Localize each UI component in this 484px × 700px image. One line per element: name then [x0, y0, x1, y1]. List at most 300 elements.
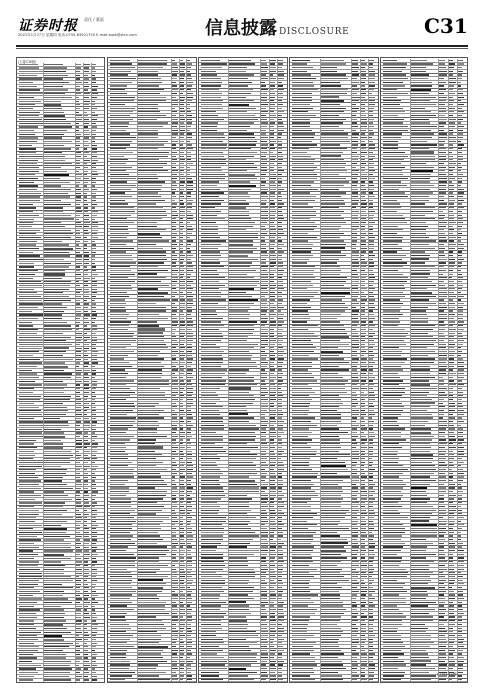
table-cell: [44, 661, 71, 662]
table-cell: [110, 473, 134, 474]
table-cell: [352, 60, 358, 61]
table-cell: [369, 428, 372, 429]
table-cell: [187, 321, 193, 322]
table-cell: [19, 266, 34, 267]
table-cell: [229, 237, 258, 238]
table-cell: [270, 74, 273, 75]
table-cell: [292, 325, 318, 326]
table-cell: [76, 104, 80, 105]
table-cell: [172, 130, 178, 131]
table-cell: [369, 119, 374, 120]
table-cell: [261, 535, 268, 536]
table-cell: [92, 643, 97, 644]
table-cell: [352, 288, 358, 289]
table-cell: [352, 185, 356, 186]
table-cell: [270, 473, 275, 474]
table-cell: [172, 288, 176, 289]
table-cell: [278, 74, 284, 75]
table-cell: [270, 513, 276, 514]
table-cell: [229, 240, 253, 241]
table-cell: [261, 285, 268, 286]
table-cell: [19, 137, 39, 138]
table-cell: [84, 628, 87, 629]
table-cell: [187, 196, 191, 197]
table-cell: [229, 156, 254, 157]
table-cell: [110, 469, 135, 470]
table-cell: [172, 639, 177, 640]
table-cell: [201, 82, 222, 83]
table-cell: [369, 141, 373, 142]
table-cell: [84, 148, 87, 149]
table-cell: [76, 679, 79, 680]
table-cell: [361, 439, 367, 440]
table-cell: [278, 421, 284, 422]
table-cell: [19, 263, 34, 264]
table-cell: [76, 325, 79, 326]
table-cell: [229, 303, 254, 304]
table-cell: [261, 428, 266, 429]
table-cell: [187, 546, 192, 547]
table-cell: [187, 185, 193, 186]
table-cell: [229, 148, 251, 149]
table-cell: [201, 192, 224, 193]
table-cell: [278, 639, 283, 640]
table-cell: [352, 159, 357, 160]
table-cell: [278, 71, 284, 72]
table-cell: [138, 583, 166, 584]
table-cell: [110, 248, 134, 249]
table-cell: [292, 137, 314, 138]
table-cell: [44, 525, 61, 526]
table-cell: [270, 222, 274, 223]
table-cell: [369, 74, 375, 75]
table-cell: [201, 307, 226, 308]
table-cell: [229, 307, 251, 308]
table-cell: [138, 550, 170, 551]
table-cell: [110, 428, 128, 429]
table-cell: [180, 454, 184, 455]
table-cell: [180, 340, 185, 341]
table-cell: [76, 167, 80, 168]
table-cell: [76, 462, 80, 463]
table-cell: [187, 491, 192, 492]
table-cell: [292, 63, 307, 64]
table-cell: [44, 606, 61, 607]
table-cell: [76, 388, 80, 389]
table-cell: [361, 159, 365, 160]
table-cell: [270, 454, 275, 455]
table-cell: [270, 137, 274, 138]
table-cell: [321, 321, 340, 322]
table-cell: [92, 237, 98, 238]
table-cell: [172, 543, 178, 544]
table-cell: [76, 248, 81, 249]
table-cell: [44, 318, 62, 319]
table-cell: [201, 259, 219, 260]
table-cell: [172, 156, 175, 157]
table-cell: [180, 152, 184, 153]
table-cell: [261, 653, 268, 654]
table-cell: [278, 576, 282, 577]
table-cell: [84, 366, 88, 367]
table-cell: [92, 226, 98, 227]
table-cell: [76, 373, 81, 374]
table-cell: [278, 369, 281, 370]
table-cell: [138, 163, 167, 164]
table-cell: [138, 251, 166, 252]
table-cell: [172, 333, 175, 334]
table-cell: [278, 628, 284, 629]
table-cell: [201, 495, 225, 496]
table-cell: [138, 487, 156, 488]
table-cell: [180, 528, 184, 529]
table-cell: [321, 476, 350, 477]
table-cell: [172, 351, 178, 352]
table-cell: [19, 366, 38, 367]
table-cell: [261, 546, 268, 547]
table-cell: [187, 451, 192, 452]
table-cell: [369, 546, 374, 547]
table-cell: [292, 495, 318, 496]
table-cell: [187, 189, 192, 190]
table-cell: [19, 322, 32, 323]
table-cell: [229, 255, 248, 257]
table-cell: [110, 156, 125, 157]
table-cell: [261, 554, 266, 555]
table-cell: [19, 635, 37, 636]
table-cell: [321, 104, 340, 105]
table-cell: [180, 425, 183, 426]
table-cell: [321, 170, 347, 171]
table-cell: [321, 247, 346, 249]
table-cell: [110, 67, 135, 68]
table-cell: [76, 484, 82, 485]
table-cell: [278, 366, 282, 367]
table-cell: [44, 303, 62, 304]
table-cell: [180, 679, 183, 680]
table-cell: [44, 595, 63, 596]
table-cell: [352, 502, 359, 503]
table-cell: [138, 351, 160, 352]
table-cell: [138, 137, 158, 138]
table-cell: [229, 480, 255, 482]
table-cell: [110, 664, 130, 665]
table-cell: [138, 296, 164, 297]
table-cell: [361, 218, 366, 219]
table-cell: [19, 67, 40, 68]
table-cell: [138, 661, 167, 662]
table-cell: [92, 536, 97, 537]
table-cell: [92, 473, 95, 474]
table-cell: [19, 207, 37, 208]
table-cell: [321, 270, 341, 271]
table-cell: [180, 244, 183, 245]
table-cell: [44, 665, 70, 666]
table-cell: [270, 347, 273, 348]
table-cell: [229, 366, 257, 367]
table-cell: [270, 321, 276, 322]
table-cell: [187, 550, 191, 551]
table-cell: [201, 97, 221, 98]
table-rows: [108, 59, 196, 682]
table-cell: [270, 104, 274, 105]
table-cell: [270, 255, 276, 256]
table-cell: [270, 67, 276, 68]
table-cell: [352, 115, 356, 116]
table-cell: [138, 561, 159, 562]
table-cell: [292, 126, 311, 127]
table-cell: [201, 380, 227, 381]
table-cell: [84, 432, 88, 433]
table-cell: [84, 381, 89, 382]
table-cell: [292, 535, 314, 536]
table-cell: [261, 122, 267, 123]
table-cell: [92, 207, 95, 208]
table-cell: [201, 355, 222, 356]
table-cell: [361, 266, 366, 267]
table-cell: [201, 344, 217, 345]
table-cell: [321, 189, 339, 190]
table-cell: [361, 550, 366, 551]
table-cell: [187, 668, 191, 669]
table-cell: [172, 561, 177, 562]
table-cell: [270, 395, 275, 396]
table-cell: [270, 436, 276, 437]
table-cell: [138, 495, 166, 496]
table-row: [199, 682, 287, 683]
table-cell: [361, 144, 366, 145]
table-cell: [172, 347, 175, 348]
table-cell: [180, 207, 185, 208]
table-cell: [172, 266, 175, 267]
table-cell: [44, 421, 68, 422]
table-cell: [44, 451, 71, 452]
table-cell: [187, 576, 192, 577]
table-cell: [44, 115, 65, 117]
table-cell: [138, 97, 166, 98]
table-cell: [110, 321, 132, 322]
table-cell: [110, 133, 130, 134]
table-cell: [270, 277, 274, 278]
table-cell: [201, 167, 221, 168]
table-cell: [261, 100, 267, 101]
table-cell: [19, 156, 43, 157]
table-cell: [172, 222, 176, 223]
table-cell: [110, 89, 126, 90]
table-cell: [172, 296, 175, 297]
table-cell: [229, 417, 254, 418]
table-cell: [19, 425, 43, 426]
table-cell: [361, 178, 367, 179]
table-cell: [44, 418, 60, 419]
table-cell: [352, 451, 359, 452]
table-cell: [187, 524, 190, 525]
table-cell: [292, 476, 317, 477]
table-cell: [76, 591, 80, 592]
table-cell: [76, 480, 81, 481]
table-cell: [138, 233, 160, 235]
table-cell: [229, 281, 259, 282]
table-cell: [261, 115, 266, 116]
table-cell: [270, 78, 275, 79]
table-cell: [201, 517, 226, 518]
table-cell: [292, 443, 307, 444]
table-cell: [19, 278, 33, 279]
table-cell: [92, 314, 97, 315]
table-cell: [138, 388, 160, 389]
table-cell: [270, 591, 275, 592]
table-cell: [361, 215, 367, 216]
table-cell: [180, 642, 184, 643]
table-cell: [201, 347, 220, 348]
table-cell: [352, 414, 359, 415]
table-cell: [270, 152, 273, 153]
table-cell: [187, 344, 192, 345]
table-cell: [270, 594, 276, 595]
table-cell: [44, 650, 63, 651]
table-cell: [92, 399, 96, 400]
table-cell: [19, 521, 35, 522]
table-cell: [352, 314, 357, 315]
table-cell: [261, 299, 267, 300]
table-cell: [321, 465, 346, 467]
table-cell: [321, 67, 337, 68]
table-cell: [19, 115, 39, 116]
table-cell: [270, 237, 275, 238]
table-cell: [84, 561, 88, 562]
table-cell: [19, 661, 33, 662]
table-cell: [261, 380, 265, 381]
table-cell: [292, 524, 317, 525]
table-cell: [110, 436, 135, 437]
table-cell: [201, 285, 225, 286]
table-cell: [369, 321, 372, 322]
table-cell: [201, 454, 218, 455]
table-cell: [369, 476, 373, 477]
table-cell: [180, 226, 184, 227]
table-cell: [352, 299, 357, 300]
table-cell: [92, 311, 96, 312]
table-cell: [172, 358, 176, 359]
table-cell: [44, 543, 71, 544]
table-cell: [292, 156, 311, 157]
table-cell: [278, 546, 282, 547]
table-cell: [110, 650, 127, 651]
table-cell: [76, 506, 82, 507]
table-cell: [84, 226, 89, 227]
table-cell: [92, 396, 96, 397]
table-cell: [352, 484, 356, 485]
table-cell: [76, 115, 82, 116]
table-cell: [172, 609, 178, 610]
table-cell: [201, 399, 220, 400]
table-cell: [138, 491, 167, 492]
table-cell: [321, 502, 341, 503]
table-cell: [76, 255, 82, 256]
table-cell: [19, 587, 35, 588]
table-cell: [270, 653, 275, 654]
table-cell: [292, 181, 315, 182]
table-cell: [321, 296, 345, 297]
table-cell: [229, 89, 253, 90]
table-cell: [261, 211, 268, 212]
table-cell: [19, 141, 37, 142]
table-cell: [229, 454, 258, 455]
table-cell: [138, 229, 166, 230]
table-cell: [76, 676, 82, 677]
table-cell: [92, 248, 97, 249]
table-cell: [361, 189, 365, 190]
table-cell: [352, 340, 358, 341]
table-cell: [201, 181, 219, 182]
table-cell: [292, 93, 312, 94]
table-cell: [92, 595, 98, 596]
table-cell: [270, 373, 273, 374]
table-cell: [270, 310, 274, 311]
table-cell: [352, 384, 357, 385]
table-row: [17, 683, 104, 684]
table-cell: [352, 469, 356, 470]
table-cell: [201, 277, 225, 278]
table-cell: [92, 373, 96, 374]
table-cell: [92, 639, 96, 640]
table-cell: [138, 465, 156, 466]
table-cell: [292, 414, 308, 415]
table-cell: [369, 60, 373, 61]
table-cell: [352, 480, 359, 481]
table-cell: [110, 410, 133, 411]
table-cell: [138, 579, 163, 581]
table-cell: [92, 525, 98, 526]
table-cell: [278, 218, 284, 219]
table-cell: [201, 576, 222, 577]
table-cell: [44, 340, 66, 341]
table-cell: [292, 366, 312, 367]
table-cell: [84, 665, 90, 666]
table-cell: [321, 200, 345, 201]
table-cell: [138, 532, 158, 533]
table-cell: [229, 576, 255, 577]
table-cell: [76, 370, 82, 371]
table-cell: [187, 255, 193, 256]
table-cell: [138, 174, 157, 175]
table-cell: [92, 222, 98, 223]
table-cell: [278, 229, 283, 230]
table-cell: [201, 189, 220, 190]
table-cell: [172, 200, 175, 201]
table-cell: [361, 248, 366, 249]
table-cell: [92, 370, 97, 371]
table-cell: [352, 170, 358, 171]
table-cell: [84, 414, 87, 415]
table-cell: [229, 399, 255, 400]
table-cell: [138, 358, 164, 359]
table-cell: [261, 502, 267, 503]
table-cell: [201, 447, 223, 448]
table-cell: [110, 543, 135, 544]
table-cell: [44, 97, 72, 98]
table-cell: [278, 672, 282, 673]
table-cell: [172, 454, 178, 455]
table-cell: [138, 650, 163, 651]
table-cell: [76, 78, 80, 79]
table-cell: [270, 428, 275, 429]
table-cell: [369, 303, 374, 304]
table-cell: [76, 329, 79, 330]
table-cell: [44, 539, 64, 540]
table-cell: [369, 521, 373, 522]
table-cell: [172, 569, 176, 570]
